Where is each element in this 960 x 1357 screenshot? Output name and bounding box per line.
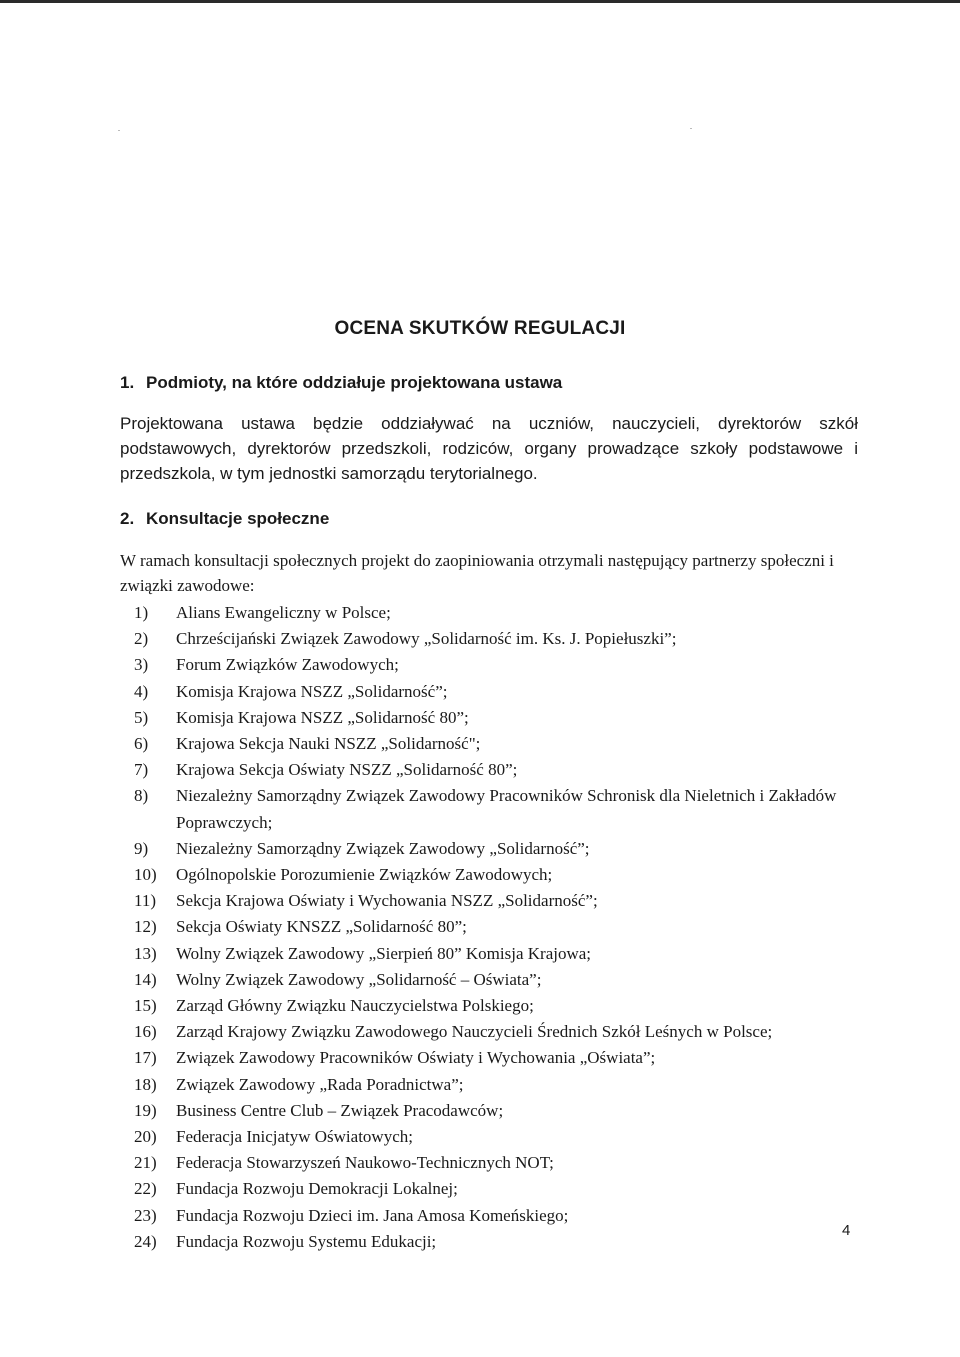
list-item-number: 6) [134,734,149,754]
section-2-heading [120,509,329,529]
list-item-number: 7) [134,760,149,780]
list-item-text: Związek Zawodowy Pracowników Oświaty i Wychowania „Oświata”; [176,1048,656,1068]
list-item-text: Komisja Krajowa NSZZ „Solidarność”; [176,681,448,701]
list-item-text: Sekcja Oświaty KNSZZ „Solidarność 80”; [176,917,467,937]
list-item [134,731,854,757]
list-item-text: Forum Związków Zawodowych; [176,655,399,675]
list-item [134,914,854,940]
list-item-text: Związek Zawodowy „Rada Poradnictwa”; [176,1074,464,1094]
list-item-number: 4) [134,681,149,701]
list-item-number: 21) [134,1153,157,1173]
list-item-number: 22) [134,1179,157,1199]
list-item [134,600,854,626]
list-item [134,705,854,731]
list-item-number: 3) [134,655,149,675]
list-item [134,679,854,705]
section-1-number: 1. [120,373,135,392]
list-item-text: Niezależny Samorządny Związek Zawodowy Pracowników Schronisk dla Nieletnich i Zakładów Poprawczych; [176,786,837,832]
list-item-number: 16) [134,1022,157,1042]
list-item [134,1045,854,1071]
list-item-text: Federacja Stowarzyszeń Naukowo-Technicznych NOT; [176,1153,554,1173]
list-item-text: Fundacja Rozwoju Dzieci im. Jana Amosa Komeńskiego; [176,1205,569,1225]
list-item-number: 13) [134,943,157,963]
list-item-number: 11) [134,891,157,911]
list-item-text: Wolny Związek Zawodowy „Sierpień 80” Komisja Krajowa; [176,943,592,963]
list-item-text: Ogólnopolskie Porozumienie Związków Zawodowych; [176,865,553,885]
list-item-text: Zarząd Krajowy Związku Zawodowego Nauczycieli Średnich Szkół Leśnych w Polsce; [176,1022,773,1042]
list-item-text: Krajowa Sekcja Oświaty NSZZ „Solidarność 80”; [176,760,518,780]
list-item-number: 8) [134,786,149,806]
list-item [134,783,854,835]
list-item [134,1229,854,1255]
list-item [134,1150,854,1176]
list-item-number: 20) [134,1127,157,1147]
list-item-text: Sekcja Krajowa Oświaty i Wychowania NSZZ „Solidarność”; [176,891,598,911]
section-1-title: Podmioty, na które oddziałuje projektowana ustawa [146,373,563,392]
list-item [134,626,854,652]
section-2-number: 2. [120,509,135,528]
list-item [134,1098,854,1124]
page-number: 4 [842,1222,851,1239]
section-2-paragraph: W ramach konsultacji społecznych projekt do zaopiniowania otrzymali następujący partnerzy społeczni i związki zawodowe: [120,551,834,595]
list-item [134,1124,854,1150]
list-item [134,1176,854,1202]
list-item-text: Fundacja Rozwoju Demokracji Lokalnej; [176,1179,458,1199]
list-item-text: Fundacja Rozwoju Systemu Edukacji; [176,1231,437,1251]
list-item-text: Wolny Związek Zawodowy „Solidarność – Oświata”; [176,969,542,989]
scan-speck [690,128,692,129]
section-1-heading [120,373,562,393]
list-item-number: 1) [134,603,149,622]
scan-speck [118,130,120,131]
partners-list [134,600,854,1255]
list-item [134,941,854,967]
list-item [134,652,854,678]
list-item-text: Alians Ewangeliczny w Polsce; [176,603,391,622]
list-item-number: 2) [134,629,149,649]
list-item-number: 24) [134,1231,157,1251]
list-item-text: Niezależny Samorządny Związek Zawodowy „Solidarność”; [176,838,590,858]
list-item [134,1072,854,1098]
list-item [134,888,854,914]
list-item-number: 19) [134,1100,157,1120]
list-item-number: 5) [134,707,149,727]
list-item-number: 15) [134,996,157,1016]
list-item-number: 23) [134,1205,157,1225]
list-item [134,757,854,783]
list-item-text: Zarząd Główny Związku Nauczycielstwa Polskiego; [176,996,534,1016]
list-item-text: Komisja Krajowa NSZZ „Solidarność 80”; [176,707,469,727]
list-item-number: 18) [134,1074,157,1094]
list-item-number: 10) [134,865,157,885]
list-item-text: Federacja Inicjatyw Oświatowych; [176,1127,413,1147]
list-item [134,1019,854,1045]
list-item [134,836,854,862]
list-item-number: 14) [134,969,157,989]
list-item-number: 12) [134,917,157,937]
list-item-text: Business Centre Club – Związek Pracodawców; [176,1100,504,1120]
document-title: OCENA SKUTKÓW REGULACJI [334,318,626,339]
section-1-paragraph: Projektowana ustawa będzie oddziaływać na uczniów, nauczycieli, dyrektorów szkół podstawowych, dyrektorów przedszkoli, rodziców, organy prowadzące szkoły podstawowe i przedszkola, w tym jednostki samorządu terytorialnego. [120,414,858,483]
list-item-number: 17) [134,1048,157,1068]
list-item [134,862,854,888]
list-item [134,1203,854,1229]
list-item [134,967,854,993]
list-item-number: 9) [134,838,149,858]
section-2-title: Konsultacje społeczne [146,509,330,528]
list-item [134,993,854,1019]
list-item-text: Krajowa Sekcja Nauki NSZZ „Solidarność"; [176,734,481,754]
list-item-text: Chrześcijański Związek Zawodowy „Solidarność im. Ks. J. Popiełuszki”; [176,629,677,649]
